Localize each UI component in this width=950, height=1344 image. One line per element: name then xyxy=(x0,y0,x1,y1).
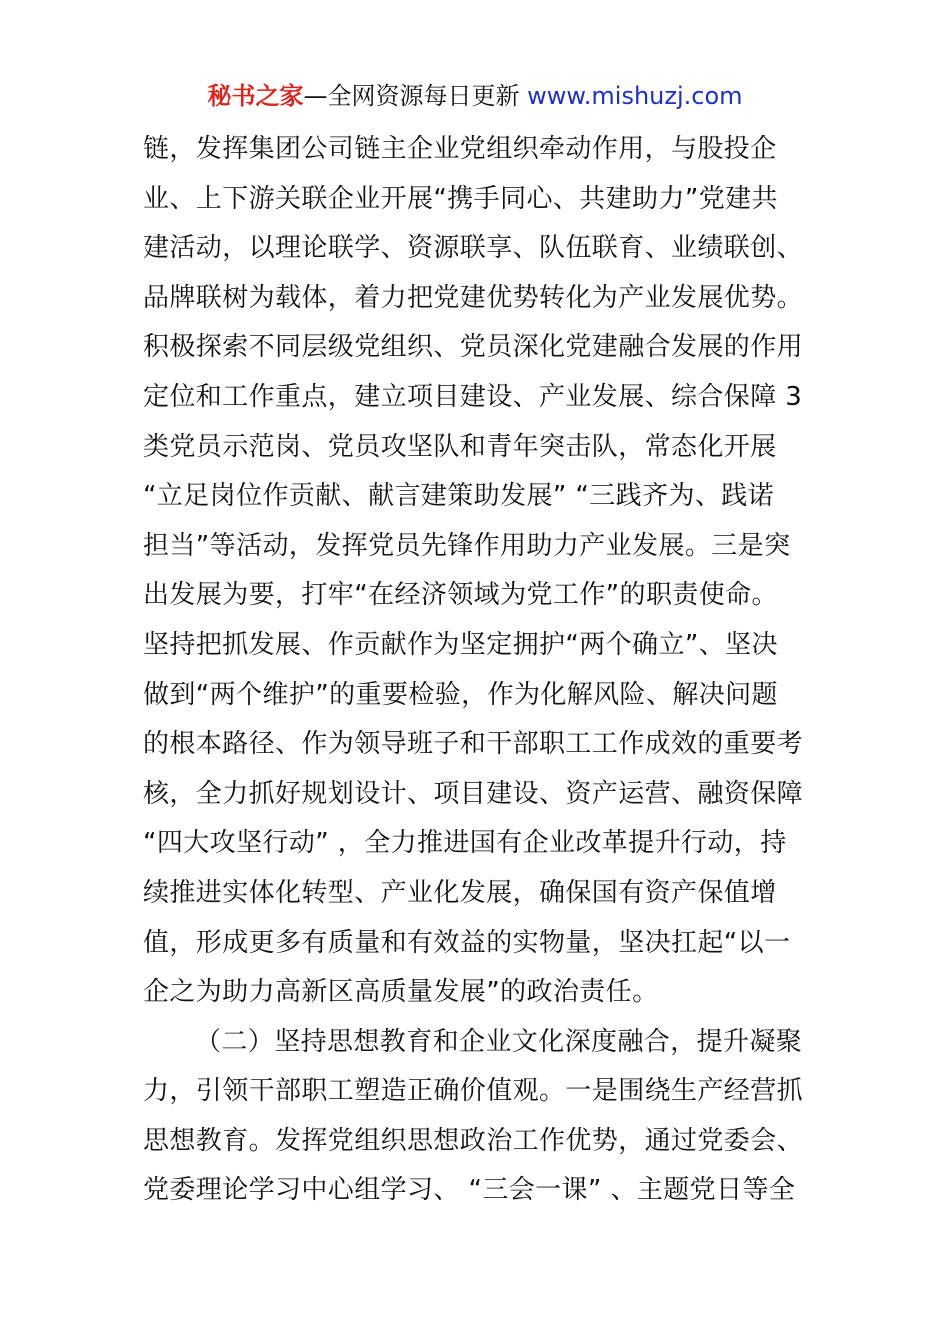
text-line: 思想教育。发挥党组织思想政治工作优势，通过党委会、 xyxy=(143,1125,804,1156)
text-line: “四大攻坚行动” ，全力推进国有企业改革提升行动，持 xyxy=(143,828,787,859)
text-line: 坚持把抓发展、作贡献作为坚定拥护“两个确立”、坚决 xyxy=(143,629,778,660)
text-line: 党委理论学习中心组学习、 “三会一课” 、主题党日等全 xyxy=(143,1175,796,1206)
text-line: 企之为助力高新区高质量发展”的政治责任。 xyxy=(143,977,659,1008)
document-body xyxy=(143,125,813,1216)
text-line: 业、上下游关联企业开展“携手同心、共建助力”党建共 xyxy=(143,183,778,214)
text-line: 续推进实体化转型、产业化发展，确保国有资产保值增 xyxy=(143,877,777,908)
text-line: 类党员示范岗、党员攻坚队和青年突击队，常态化开展 xyxy=(143,431,777,462)
text-line: 力，引领干部职工塑造正确价值观。一是围绕生产经营抓 xyxy=(143,1076,804,1107)
text-line: 出发展为要，打牢“在经济领域为党工作”的职责使命。 xyxy=(143,580,778,611)
text-line: 定位和工作重点，建立项目建设、产业发展、综合保障 3 xyxy=(143,381,803,412)
text-line: 做到“两个维护”的重要检验，作为化解风险、解决问题 xyxy=(143,679,778,710)
brand-name: 秘书之家 xyxy=(207,82,304,110)
site-header xyxy=(0,80,950,112)
text-line: 建活动，以理论联学、资源联享、队伍联育、业绩联创、 xyxy=(143,233,804,264)
text-line: 品牌联树为载体，着力把党建优势转化为产业发展优势。 xyxy=(143,282,804,313)
header-slogan: —全网资源每日更新 xyxy=(303,82,520,110)
text-line: 积极探索不同层级党组织、党员深化党建融合发展的作用 xyxy=(143,332,804,363)
text-line: 的根本路径、作为领导班子和干部职工工作成效的重要考 xyxy=(143,729,804,760)
text-line: 链，发挥集团公司链主企业党组织牵动作用，与股投企 xyxy=(143,134,777,164)
text-line: “立足岗位作贡献、献言建策助发展” “三践齐为、践诺 xyxy=(143,481,775,512)
text-line: 值，形成更多有质量和有效益的实物量，坚决扛起“以一 xyxy=(143,927,791,958)
section-heading-line: （二）坚持思想教育和企业文化深度融合，提升凝聚 xyxy=(195,1026,803,1057)
text-line: 担当”等活动，发挥党员先锋作用助力产业发展。三是突 xyxy=(143,530,791,561)
text-line: 核，全力抓好规划设计、项目建设、资产运营、融资保障 xyxy=(143,778,804,809)
site-url-link[interactable]: www.mishuzj.com xyxy=(527,82,743,110)
